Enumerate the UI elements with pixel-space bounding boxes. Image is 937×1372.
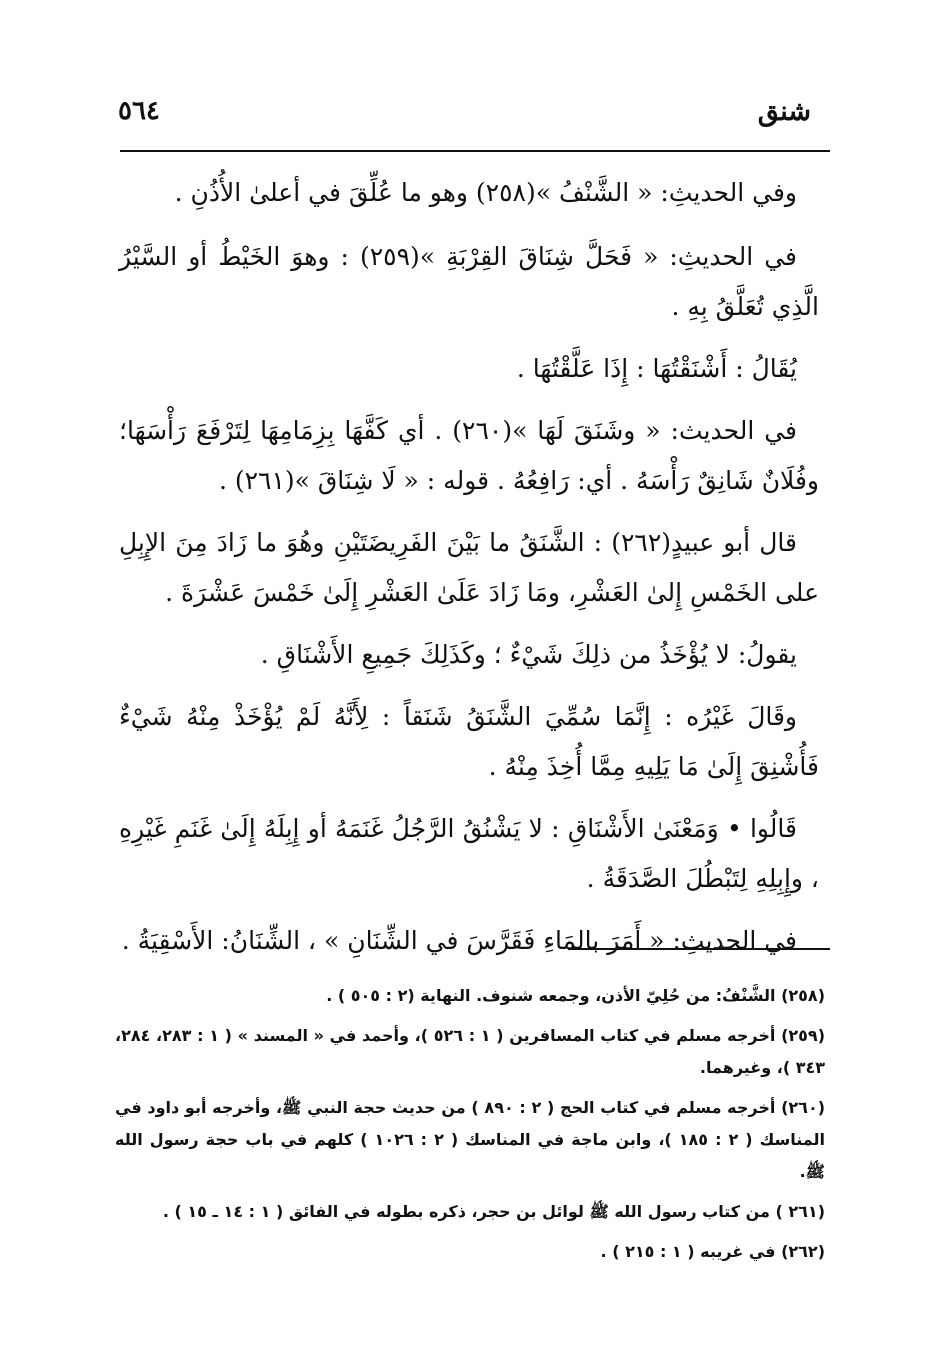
paragraph: في الحديث: « وشَنَقَ لَهَا »(٢٦٠) . أي كَفَّهَا بِزِمَامِهَا لِتَرْفَعَ رَأْسَهَا؛ وفُلَانٌ شَانِقٌ رَأْسَهُ . أي: رَافِعُهُ . قوله : « لَا شِنَاقَ »(٢٦١) . (119, 416, 819, 495)
footnote: (٢٥٩) أخرجه مسلم في كتاب المسافرين ( ١ : ٥٢٦ )، وأحمد في « المسند » ( ١ : ٢٨٣، ٢٨٤، ٣٤٣ )، وغيرهما. (115, 1026, 825, 1077)
paragraph: قال أبو عبيدٍ(٢٦٢) : الشَّنَقُ ما بَيْنَ الفَرِيضَتَيْنِ وهُوَ ما زَادَ مِنَ الإِبِلِ على الخَمْسِ إِلىٰ العَشْرِ، ومَا زَادَ عَلَىٰ العَشْرِ إِلَىٰ خَمْسَ عَشْرَةَ . (119, 528, 819, 607)
main-text (119, 168, 819, 978)
paragraph: وقَالَ غَيْرُه : إِنَّمَا سُمِّيَ الشَّنَقُ شَنَقاً : لِأَنَّهُ لَمْ يُؤْخَذْ مِنْهُ شَيْءٌ فَأُشْنِقَ إِلَىٰ مَا يَلِيهِ مِمَّا أُخِذَ مِنْهُ . (119, 702, 819, 781)
paragraph: وفي الحديثِ: « الشَّنْفُ »(٢٥٨) وهو ما عُلِّقَ في أعلىٰ الأُذُنِ . (174, 178, 797, 207)
paragraph: في الحديثِ: « أَمَرَ بالمَاءِ فَقَرَّسَ في الشِّنَانِ » ، الشِّنَانُ: الأَسْقِيَةُ . (121, 926, 797, 955)
footnote: (٢٦٢) في غريبه ( ١ : ٢١٥ ) . (600, 1242, 825, 1261)
page-number: ٥٦٤ (118, 96, 160, 126)
paragraph: يُقَالُ : أَشْنَقْتُهَا : إِذَا عَلَّقْتُهَا . (516, 354, 797, 383)
header-divider (120, 150, 830, 152)
head-word: شنق (757, 96, 811, 127)
footnotes (115, 980, 825, 1276)
paragraph: قَالُوا • وَمَعْنَىٰ الأَشْنَاقِ : لا يَشْنُقُ الرَّجُلُ غَنَمَهُ أو إِبِلَهُ إِلَىٰ غَنَمِ غَيْرِهِ ، وإِبِلِهِ لِتَبْطُلَ الصَّدَقَةُ . (119, 814, 819, 893)
footnote: (٢٥٨) الشَّنْفُ: من حُلِيّ الأذن، وجمعه شنوف. النهاية (٢ : ٥٠٥ ) . (326, 986, 825, 1005)
footnote-divider (568, 948, 830, 950)
paragraph: في الحديثِ: « فَحَلَّ شِنَاقَ القِرْبَةِ »(٢٥٩) : وهوَ الخَيْطُ أو السَّيْرُ الَّذِي تُعَلَّقُ بِهِ . (119, 242, 819, 321)
footnote: (٢٦٠) أخرجه مسلم في كتاب الحج ( ٢ : ٨٩٠ ) من حديث حجة النبي ﷺ، وأخرجه أبو داود في المناسك ( ٢ : ١٨٥ )، وابن ماجة في المناسك ( ٢ : ١٠٢٦ ) كلهم في باب حجة رسول الله ﷺ. (115, 1098, 826, 1181)
footnote: (٢٦١ ) من كتاب رسول الله ﷺ لوائل بن حجر، ذكره بطوله في الفائق ( ١ : ١٤ ـ ١٥ ) . (162, 1202, 825, 1221)
page-header (118, 96, 819, 136)
paragraph: يقولُ: لا يُؤْخَذُ من ذلِكَ شَيْءٌ ؛ وكَذَلِكَ جَمِيعِ الأَشْنَاقِ . (260, 640, 797, 669)
